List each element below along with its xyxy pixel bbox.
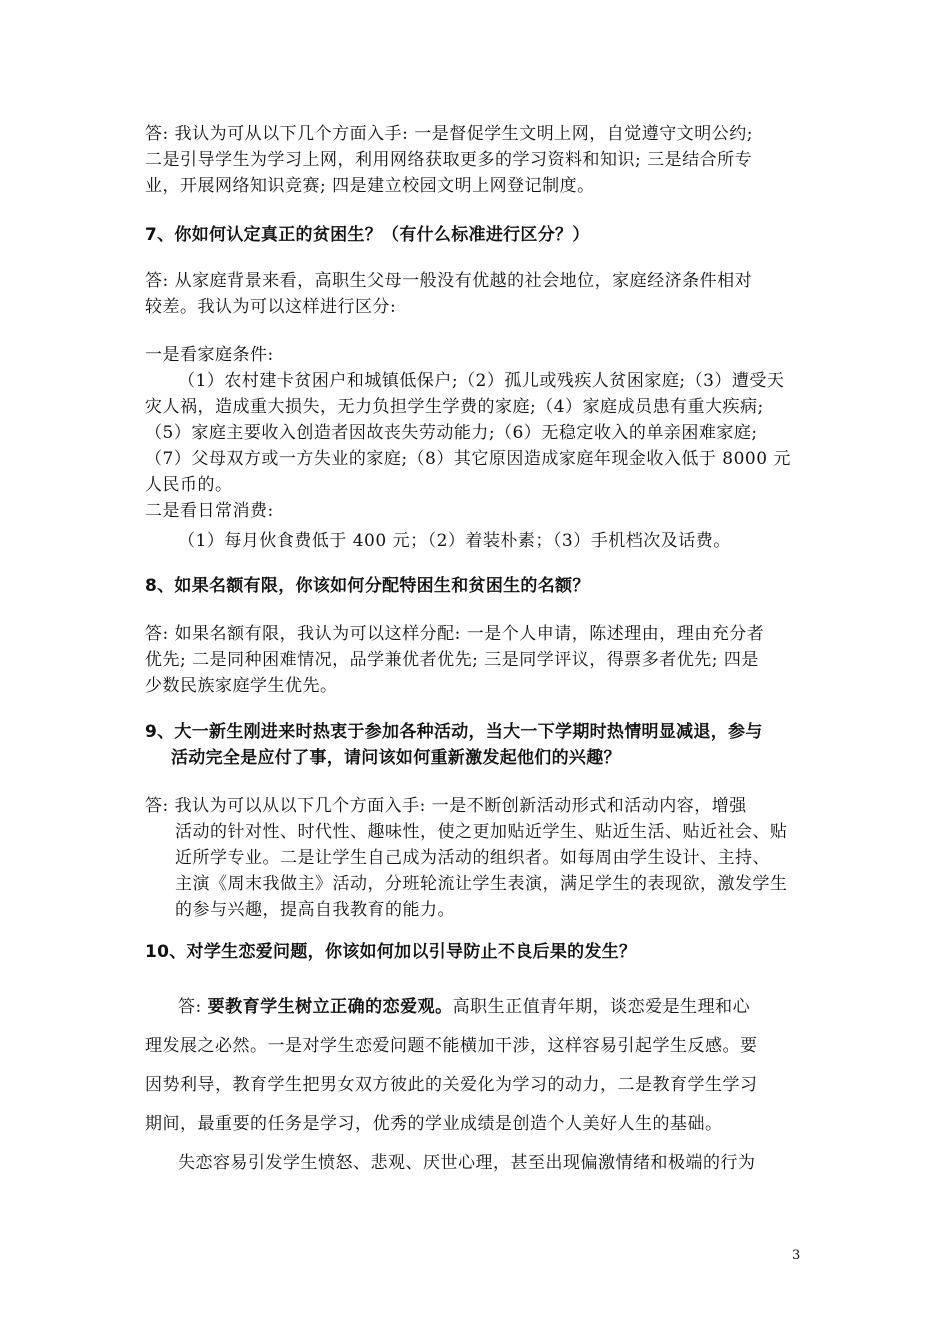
answer-9-line: 主演《周末我做主》活动，分班轮流让学生表演，满足学生的表现欲，激发学生 [175,874,788,894]
question-9: 9、大一新生刚进来时热衷于参加各种活动，当大一下学期时热情明显减退，参与 活动完全是应付了事，请问该如何重新激发起他们的兴趣？ [145,722,763,768]
answer-7-intro [145,268,810,320]
answer-10 [145,988,810,1183]
criteria-heading-spending: 二是看日常消费: [145,501,274,521]
answer-9-line: 近所学专业。二是让学生自己成为活动的组织者。如每周由学生设计、主持、 [175,848,770,868]
answer-8-line: 答: 如果名额有限，我认为可以这样分配: 一是个人申请，陈述理由，理由充分者 [145,624,765,644]
criteria-line: （1）农村建卡贫困户和城镇低保户;（2）孤儿或残疾人贫困家庭;（3）遭受天 [178,371,785,391]
answer-6-line: 答: 我认为可从以下几个方面入手: 一是督促学生文明上网，自觉遵守文明公约; [145,124,753,144]
answer-8-line: 少数民族家庭学生优先。 [145,676,338,696]
answer-10-line: 期间，最重要的任务是学习，优秀的学业成绩是创造个人美好人生的基础。 [145,1114,723,1134]
spending-criteria: （1）每月伙食费低于 400 元；（2）着装朴素；（3）手机档次及话费。 [178,531,731,551]
answer-9 [145,793,810,923]
criteria-line: （5）家庭主要收入创造者因故丧失劳动能力;（6）无稳定收入的单亲困难家庭; [145,423,758,443]
answer-8-line: 优先; 二是同种困难情况，品学兼优者优先; 三是同学评议，得票多者优先; 四是 [145,650,759,670]
answer-10-para2: 失恋容易引发学生愤怒、悲观、厌世心理，甚至出现偏激情绪和极端的行为 [178,1153,756,1173]
answer-10-bold: 要教育学生树立正确的恋爱观。 [207,997,453,1017]
criteria-line: 人民币的。 [145,475,233,495]
answer-10-first-line: 答: 要教育学生树立正确的恋爱观。高职生正值青年期，谈恋爱是生理和心 [178,997,751,1017]
page-number: 3 [792,1248,801,1263]
answer-9-line: 活动的针对性、时代性、趣味性，使之更加贴近学生、贴近生活、贴近社会、贴 [175,822,788,842]
answer-6 [145,121,810,199]
answer-9-line: 的参与兴趣，提高自我教育的能力。 [175,900,455,920]
answer-10-line: 因势利导，教育学生把男女双方彼此的关爱化为学习的动力，二是教育学生学习 [145,1075,758,1095]
answer-6-line: 二是引导学生为学习上网，利用网络获取更多的学习资料和知识; 三是结合所专 [145,150,753,170]
answer-8 [145,621,810,699]
question-7: 7、你如何认定真正的贫困生？（有什么标准进行区分？） [145,225,590,245]
answer-7-criteria [145,342,810,524]
answer-7-line: 较差。我认为可以这样进行区分: [145,297,397,317]
question-10: 10、对学生恋爱问题，你该如何加以引导防止不良后果的发生？ [145,942,637,962]
question-8: 8、如果名额有限，你该如何分配特困生和贫困生的名额？ [145,576,590,596]
answer-10-line: 理发展之必然。一是对学生恋爱问题不能横加干涉，这样容易引起学生反感。要 [145,1036,758,1056]
answer-6-line: 业，开展网络知识竞赛; 四是建立校园文明上网登记制度。 [145,176,595,196]
answer-9-line: 答: 我认为可以从以下几个方面入手: 一是不断创新活动形式和活动内容，增强 [145,796,747,816]
criteria-line: （7）父母双方或一方失业的家庭;（8）其它原因造成家庭年现金收入低于 8000 元 [145,449,791,469]
criteria-heading-family: 一是看家庭条件: [145,345,274,365]
answer-7-line: 答: 从家庭背景来看，高职生父母一般没有优越的社会地位，家庭经济条件相对 [145,271,753,291]
criteria-line: 灾人祸，造成重大损失，无力负担学生学费的家庭;（4）家庭成员患有重大疾病; [145,397,764,417]
